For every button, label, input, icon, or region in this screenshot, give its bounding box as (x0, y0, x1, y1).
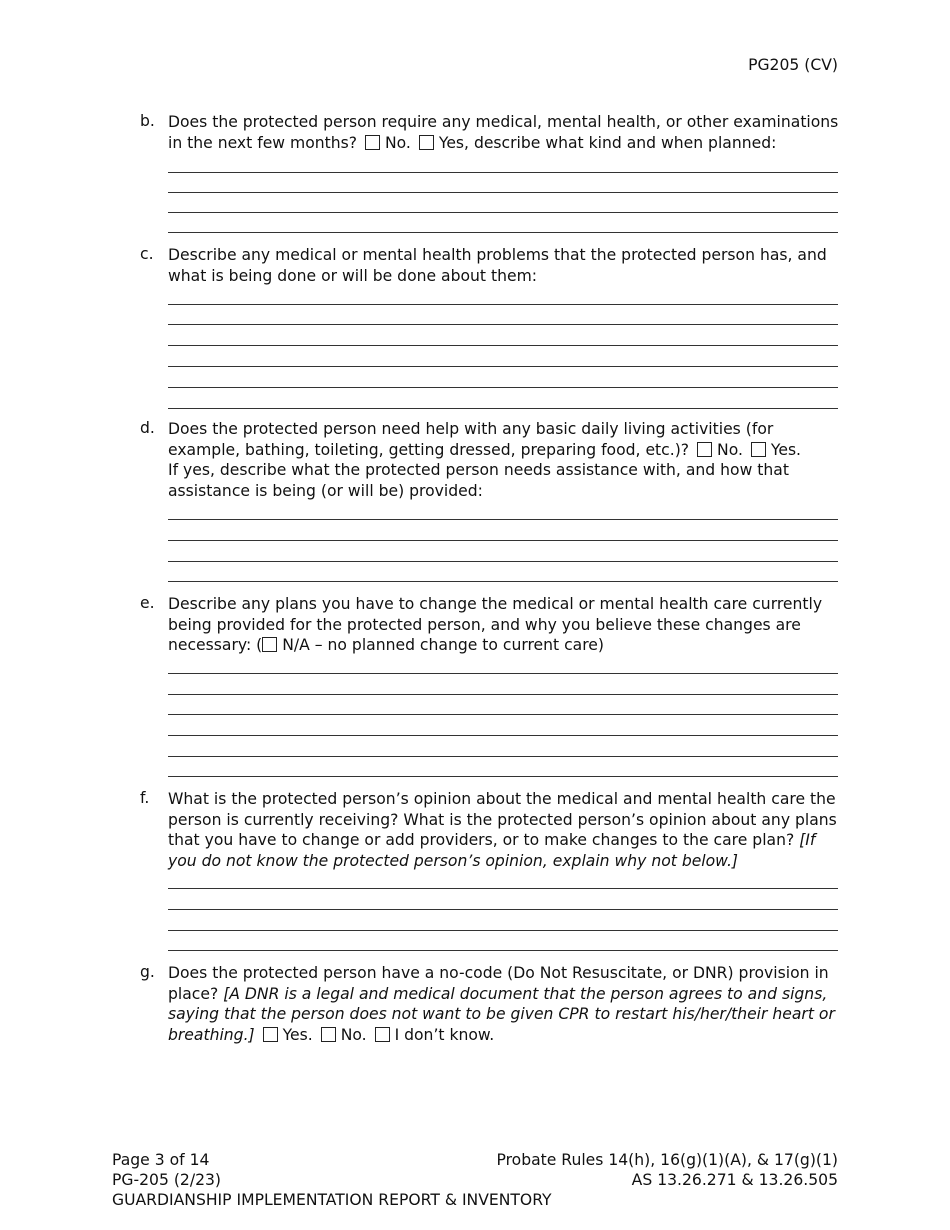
question-text: Does the protected person need help with any basic daily living activities (for example, bathing, toileting, getting dressed, preparing food, etc.)? No. Yes. If yes, describe what the protected person needs assistance with, and how that assistance is being (or will be) provided: (168, 420, 802, 500)
question-letter: g. (140, 963, 155, 981)
checkbox-d-yes[interactable] (751, 442, 766, 457)
answer-line[interactable] (168, 172, 838, 173)
answer-line[interactable] (168, 950, 838, 951)
answer-line[interactable] (168, 519, 838, 520)
answer-line[interactable] (168, 324, 838, 325)
checkbox-label: No. (385, 133, 411, 152)
instruction-note: [A DNR is a legal and medical document that the person agrees to and signs, saying that the person does not want to be given CPR to restart his/her/their heart or breathing.] (168, 984, 835, 1044)
checkbox-label: Yes. (282, 1025, 313, 1044)
question-letter: b. (140, 112, 155, 130)
question-letter: d. (140, 419, 155, 437)
form-code: PG205 (CV) (748, 56, 838, 74)
checkbox-label: No. (340, 1025, 367, 1044)
footer-left (112, 1150, 552, 1210)
answer-line[interactable] (168, 714, 838, 715)
checkbox-e-na[interactable] (262, 637, 277, 652)
question-letter: e. (140, 594, 155, 612)
answer-line[interactable] (168, 756, 838, 757)
answer-line[interactable] (168, 735, 838, 736)
answer-line[interactable] (168, 776, 838, 777)
page-number: Page 3 of 14 (112, 1151, 210, 1169)
checkbox-g-no[interactable] (321, 1027, 336, 1042)
answer-line[interactable] (168, 304, 838, 305)
checkbox-label: No. (717, 440, 743, 459)
checkbox-label: Yes, describe what kind and when planned: (438, 133, 777, 152)
checkbox-label: Yes. (770, 440, 802, 459)
footer-right (496, 1150, 838, 1190)
answer-line[interactable] (168, 581, 838, 582)
checkbox-b-yes[interactable] (419, 135, 434, 150)
answer-line[interactable] (168, 673, 838, 674)
question-letter: f. (140, 789, 150, 807)
question-letter: c. (140, 245, 154, 263)
form-id: PG-205 (2/23) (112, 1171, 222, 1189)
answer-line[interactable] (168, 540, 838, 541)
statutes: AS 13.26.271 & 13.26.505 (631, 1171, 838, 1189)
question-text: Does the protected person have a no-code (Do Not Resuscitate, or DNR) provision in place? [A DNR is a legal and medical document that the person agrees to and signs, saying that the person does not want to be given CPR to restart his/her/their heart or breathing.] Yes. No. I don’t know. (168, 964, 835, 1044)
question-text: Describe any medical or mental health problems that the protected person has, and what is being done or will be done about them: (168, 246, 827, 285)
answer-line[interactable] (168, 561, 838, 562)
instruction-note: [If you do not know the protected person’s opinion, explain why not below.] (168, 831, 816, 870)
answer-line[interactable] (168, 232, 838, 233)
probate-rules: Probate Rules 14(h), 16(g)(1)(A), & 17(g)(1) (496, 1151, 838, 1169)
answer-line[interactable] (168, 366, 838, 367)
question-text: Describe any plans you have to change the medical or mental health care currently being provided for the protected person, and why you believe these changes are necessary: ( N/A – no planned change to current care) (168, 595, 823, 655)
checkbox-g-yes[interactable] (263, 1027, 278, 1042)
answer-line[interactable] (168, 909, 838, 910)
answer-line[interactable] (168, 192, 838, 193)
checkbox-g-unknown[interactable] (375, 1027, 390, 1042)
question-text: Does the protected person require any medical, mental health, or other examinations in the next few months? No. Yes, describe what kind and when planned: (168, 113, 839, 152)
answer-line[interactable] (168, 930, 838, 931)
answer-line[interactable] (168, 212, 838, 213)
answer-line[interactable] (168, 408, 838, 409)
checkbox-d-no[interactable] (697, 442, 712, 457)
checkbox-label: I don’t know. (394, 1025, 495, 1044)
answer-line[interactable] (168, 888, 838, 889)
checkbox-label: N/A – no planned change to current care) (282, 636, 604, 655)
checkbox-b-no[interactable] (365, 135, 380, 150)
answer-line[interactable] (168, 387, 838, 388)
question-text: What is the protected person’s opinion about the medical and mental health care the person is currently receiving? What is the protected person’s opinion about any plans that you have to change or add providers, or to make changes to the care plan? [If you do not know the protected person’s opinion, explain why not below.] (168, 790, 837, 870)
answer-line[interactable] (168, 345, 838, 346)
form-title: GUARDIANSHIP IMPLEMENTATION REPORT & INVENTORY (112, 1191, 552, 1209)
answer-line[interactable] (168, 694, 838, 695)
